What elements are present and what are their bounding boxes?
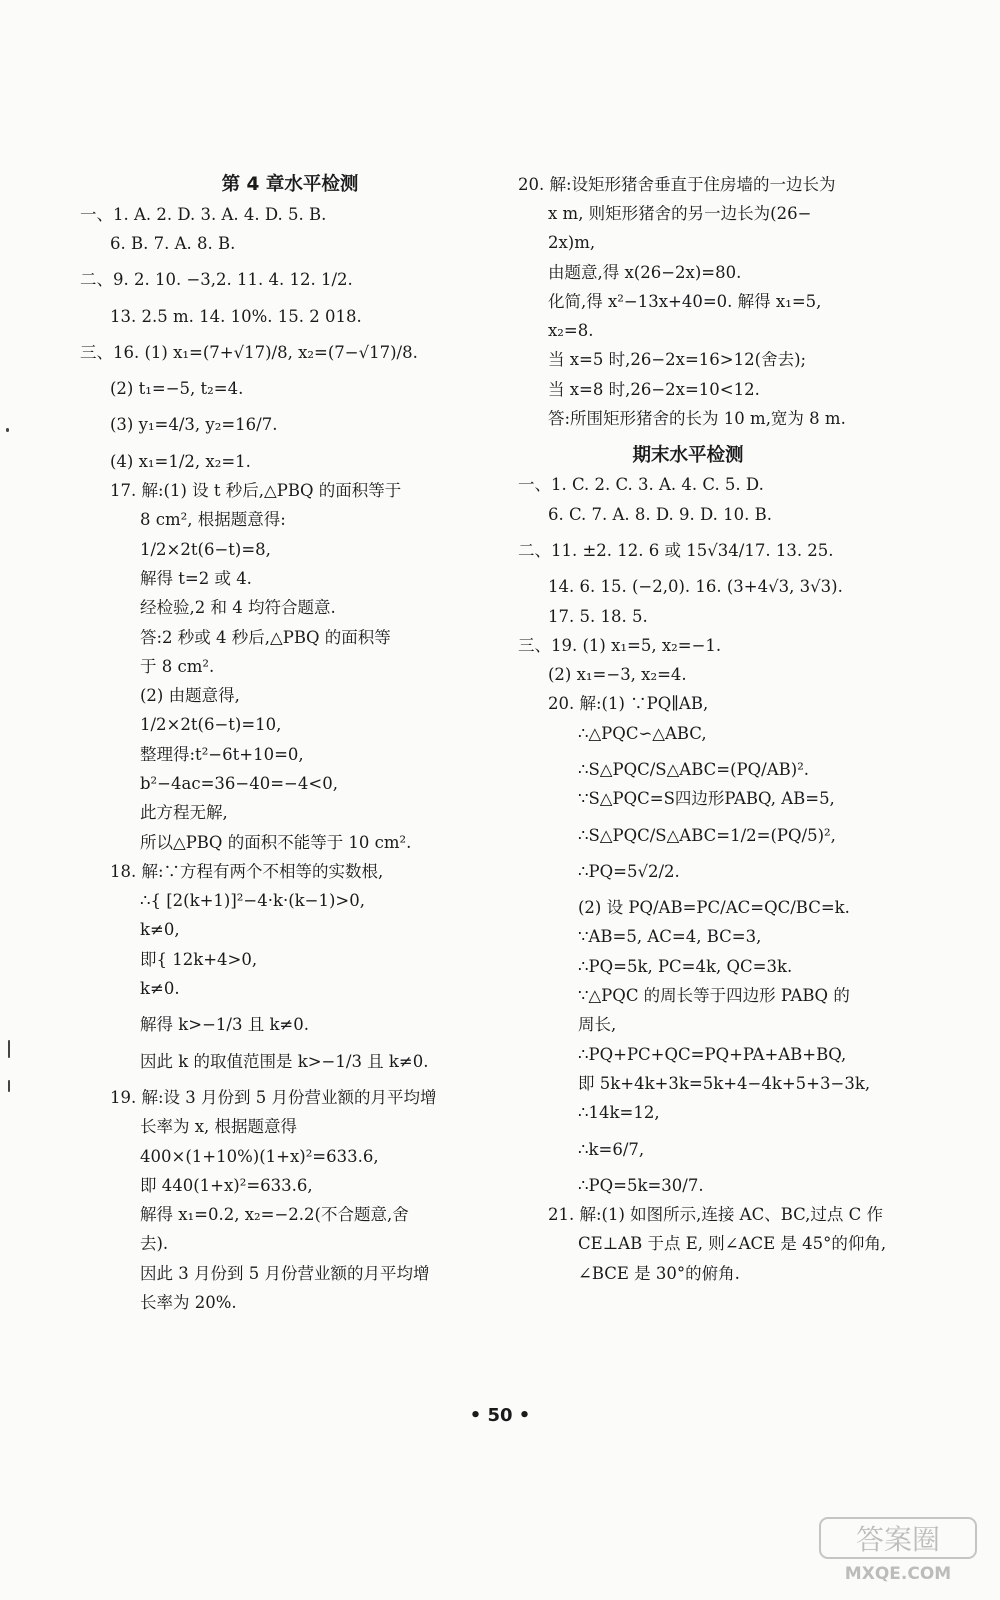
- answer-line: 1/2×2t(6−t)=8,: [140, 539, 271, 559]
- answer-line: 于 8 cm².: [140, 656, 215, 676]
- scan-mark: [8, 1080, 10, 1092]
- answer-line: 整理得:t²−6t+10=0,: [140, 744, 304, 764]
- answer-line: 8 cm², 根据题意得:: [140, 510, 286, 530]
- answer-line: (2) t₁=−5, t₂=4.: [110, 379, 244, 399]
- answer-line: 二、9. 2. 10. −3,2. 11. 4. 12. 1/2.: [80, 270, 353, 290]
- watermark-text-bottom: MXQE.COM: [844, 1564, 952, 1584]
- answer-line: 20. 解:(1) ∵PQ∥AB,: [548, 694, 709, 714]
- answer-line: 化简,得 x²−13x+40=0. 解得 x₁=5,: [548, 291, 822, 311]
- answer-line: 一、1. A. 2. D. 3. A. 4. D. 5. B.: [80, 204, 327, 224]
- answer-line: 解得 x₁=0.2, x₂=−2.2(不合题意,舍: [140, 1205, 409, 1225]
- answer-line: x₂=8.: [548, 321, 594, 341]
- answer-line: 即{ 12k+4>0,: [140, 949, 258, 969]
- answer-line: 13. 2.5 m. 14. 10%. 15. 2 018.: [110, 306, 362, 326]
- answer-line: b²−4ac=36−40=−4<0,: [140, 773, 338, 793]
- answer-line: 长率为 20%.: [140, 1293, 237, 1313]
- answer-line: 6. C. 7. A. 8. D. 9. D. 10. B.: [548, 504, 772, 524]
- answer-line: ∴PQ=5√2/2.: [578, 861, 680, 881]
- answer-line: ∴S△PQC/S△ABC=1/2=(PQ/5)²,: [578, 825, 836, 845]
- scan-mark: [6, 428, 9, 432]
- answer-line: (2) 由题意得,: [140, 686, 240, 706]
- scan-mark: [8, 1040, 10, 1058]
- answer-line: 三、19. (1) x₁=5, x₂=−1.: [518, 635, 722, 655]
- answer-line: 经检验,2 和 4 均符合题意.: [140, 598, 336, 618]
- answer-line: 答:2 秒或 4 秒后,△PBQ 的面积等: [140, 627, 391, 647]
- answer-line: ∴k=6/7,: [578, 1139, 645, 1159]
- answer-line: 17. 解:(1) 设 t 秒后,△PBQ 的面积等于: [110, 481, 402, 501]
- answer-line: 2x)m,: [548, 233, 596, 253]
- answer-line: ∴PQ=5k=30/7.: [578, 1175, 704, 1195]
- page-number: • 50 •: [469, 1405, 531, 1426]
- answer-line: 答:所围矩形猪舍的长为 10 m,宽为 8 m.: [548, 409, 846, 429]
- answer-line: k≠0,: [140, 920, 180, 940]
- answer-line: 19. 解:设 3 月份到 5 月份营业额的月平均增: [110, 1087, 437, 1107]
- answer-line: 由题意,得 x(26−2x)=80.: [548, 262, 742, 282]
- watermark-logo: [818, 1516, 978, 1584]
- answer-line: 即 440(1+x)²=633.6,: [140, 1175, 313, 1195]
- answer-line: ∴PQ=5k, PC=4k, QC=3k.: [578, 956, 793, 976]
- answer-line: 长率为 x, 根据题意得: [140, 1117, 298, 1137]
- answer-line: 解得 k>−1/3 且 k≠0.: [140, 1015, 310, 1035]
- answer-line: 解得 t=2 或 4.: [140, 568, 252, 588]
- answer-line: (3) y₁=4/3, y₂=16/7.: [110, 415, 278, 435]
- section-heading: 期末水平检测: [632, 444, 744, 466]
- answer-line: ∵△PQC 的周长等于四边形 PABQ 的: [578, 986, 850, 1006]
- answer-line: 此方程无解,: [140, 803, 228, 823]
- section-heading: 第 4 章水平检测: [221, 174, 359, 195]
- answer-line: 一、1. C. 2. C. 3. A. 4. C. 5. D.: [518, 475, 764, 495]
- answer-line: x m, 则矩形猪舍的另一边长为(26−: [548, 203, 812, 223]
- answer-line: ∴S△PQC/S△ABC=(PQ/AB)².: [578, 759, 810, 779]
- answer-line: 当 x=5 时,26−2x=16>12(舍去);: [548, 350, 807, 370]
- answer-line: (2) 设 PQ/AB=PC/AC=QC/BC=k.: [578, 898, 850, 918]
- answer-line: 18. 解:∵方程有两个不相等的实数根,: [110, 861, 384, 881]
- answer-line: (2) x₁=−3, x₂=4.: [548, 665, 687, 685]
- answer-line: 因此 k 的取值范围是 k>−1/3 且 k≠0.: [140, 1051, 429, 1071]
- answer-line: 所以△PBQ 的面积不能等于 10 cm².: [140, 832, 412, 852]
- answer-line: ∴PQ+PC+QC=PQ+PA+AB+BQ,: [578, 1044, 847, 1064]
- answer-line: ∴{ [2(k+1)]²−4·k·(k−1)>0,: [140, 891, 365, 911]
- answer-line: k≠0.: [140, 979, 180, 999]
- answer-line: 21. 解:(1) 如图所示,连接 AC、BC,过点 C 作: [548, 1205, 884, 1225]
- answer-line: 400×(1+10%)(1+x)²=633.6,: [140, 1146, 379, 1166]
- answer-line: (4) x₁=1/2, x₂=1.: [110, 451, 251, 471]
- watermark-text-top: 答案圈: [855, 1523, 941, 1556]
- answer-line: ∴14k=12,: [578, 1103, 660, 1123]
- answer-line: CE⊥AB 于点 E, 则∠ACE 是 45°的仰角,: [578, 1234, 887, 1254]
- answer-line: ∵AB=5, AC=4, BC=3,: [578, 927, 762, 947]
- answer-line: 即 5k+4k+3k=5k+4−4k+5+3−3k,: [578, 1073, 871, 1093]
- answer-line: 17. 5. 18. 5.: [548, 606, 648, 626]
- answer-line: 二、11. ±2. 12. 6 或 15√34/17. 13. 25.: [518, 540, 834, 560]
- answer-line: 因此 3 月份到 5 月份营业额的月平均增: [140, 1263, 430, 1283]
- answer-line: 当 x=8 时,26−2x=10<12.: [548, 379, 760, 399]
- answer-line: ∵S△PQC=S四边形PABQ, AB=5,: [578, 789, 835, 809]
- answer-line: ∠BCE 是 30°的俯角.: [578, 1263, 740, 1283]
- right-column: [518, 170, 887, 1288]
- answer-line: 14. 6. 15. (−2,0). 16. (3+4√3, 3√3).: [548, 577, 843, 597]
- answer-line: 周长,: [578, 1015, 617, 1035]
- answer-line: 三、16. (1) x₁=(7+√17)/8, x₂=(7−√17)/8.: [80, 342, 418, 362]
- answer-line: 20. 解:设矩形猪舍垂直于住房墙的一边长为: [518, 174, 836, 194]
- answer-line: 6. B. 7. A. 8. B.: [110, 233, 236, 253]
- left-column: [80, 170, 500, 1318]
- answer-line: 1/2×2t(6−t)=10,: [140, 715, 282, 735]
- answer-line: 去).: [140, 1234, 169, 1254]
- answer-line: ∴△PQC∽△ABC,: [578, 723, 707, 743]
